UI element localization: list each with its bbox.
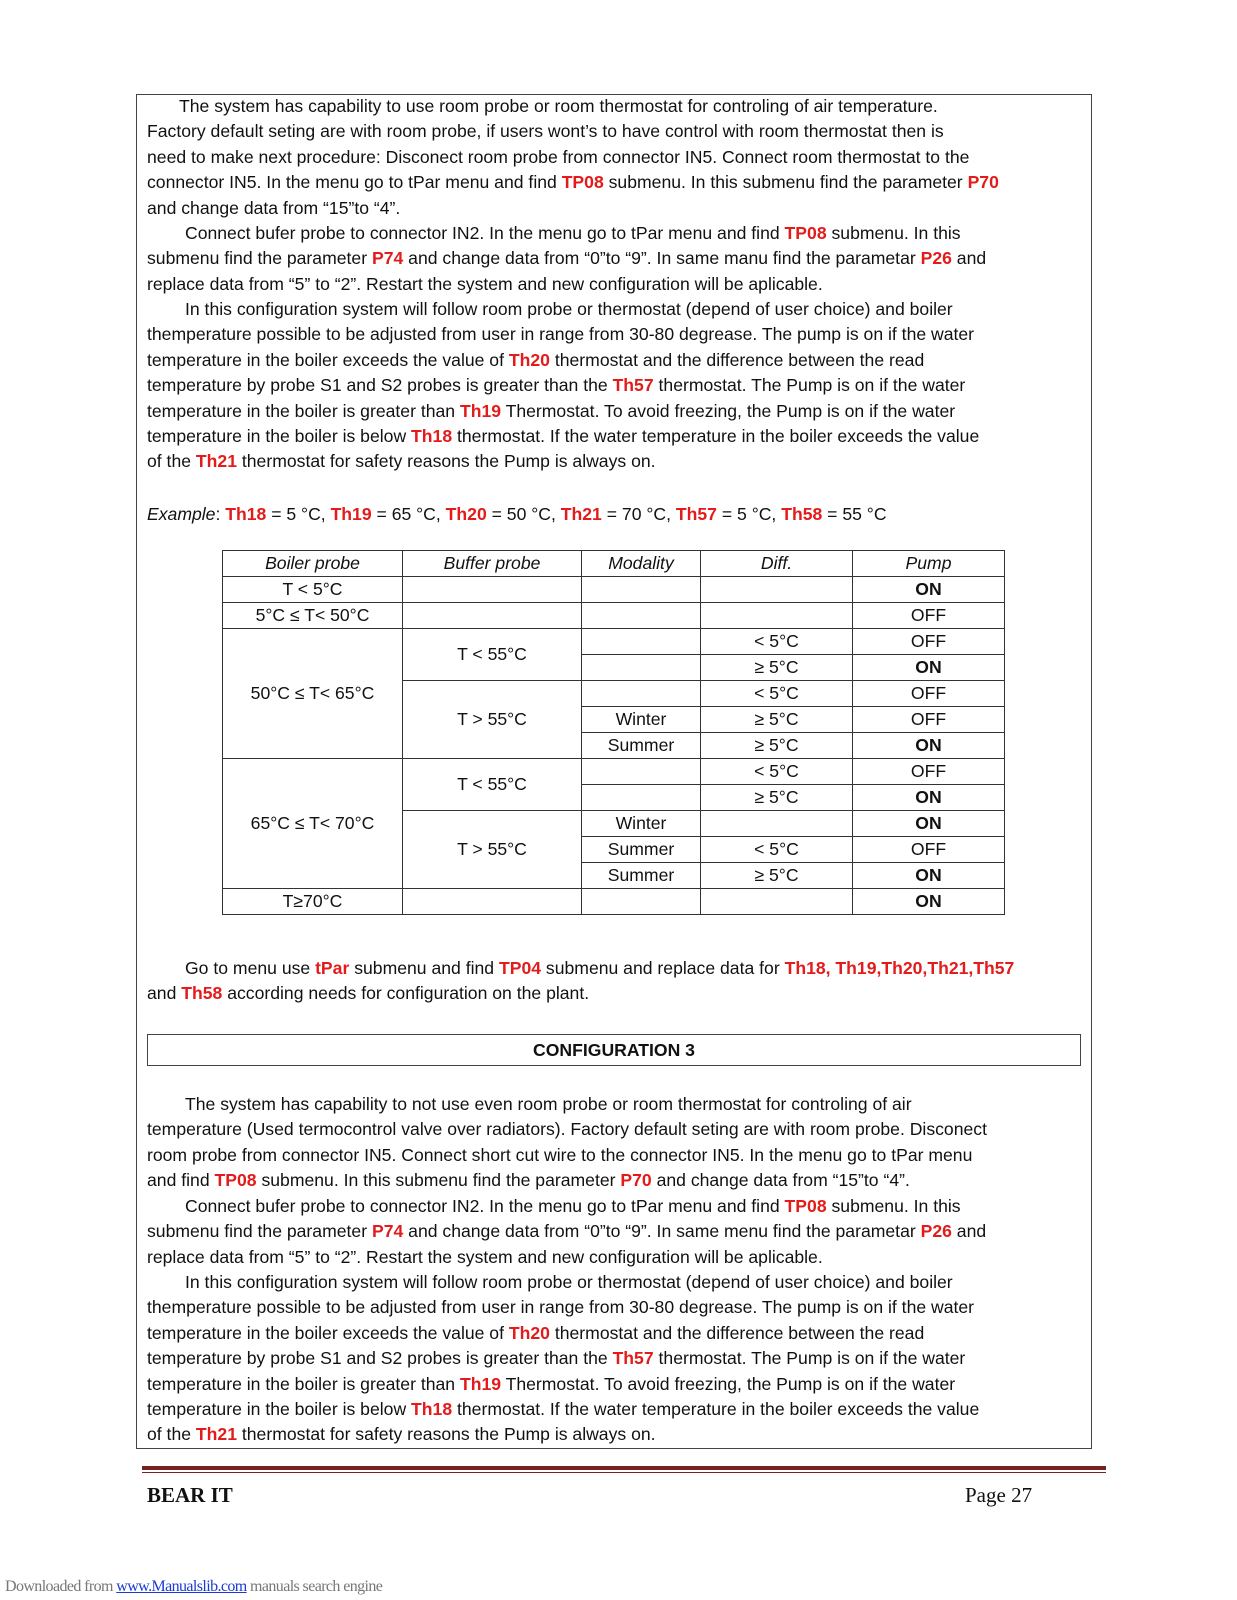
table-row: Summer < 5°C OFF <box>223 837 1005 863</box>
table-row: T < 5°C ON <box>223 577 1005 603</box>
table-row: 5°C ≤ T< 50°C OFF <box>223 603 1005 629</box>
table-row: T > 55°C < 5°C OFF <box>223 681 1005 707</box>
table-row: Winter ≥ 5°C OFF <box>223 707 1005 733</box>
table-row: ≥ 5°C ON <box>223 785 1005 811</box>
footer-brand: BEAR IT <box>147 1483 233 1507</box>
paragraph-room-thermostat: The system has capability to use room probe or room thermostat for controling of air temperature. Factory default seting are with room probe, if users wont’s to have control with room thermostat then is need to make next procedure: Disconect room probe from connector IN5. Connect room thermostat to the connector IN5. In the menu go to tPar menu and find TP08 submenu. In this submenu find the parameter P70 and change data from “15”to “4”. <box>147 96 999 218</box>
header-modality: Modality <box>582 551 701 577</box>
page-number: Page 27 <box>965 1483 1033 1507</box>
paragraph-config3-buffer-probe: Connect bufer probe to connector IN2. In the menu go to tPar menu and find TP08 submenu. In this submenu find the parameter P74 and change data from “0”to “9”. In same menu find the parametar P26 and replace data from “5” to “2”. Restart the system and new configuration will be aplicable. <box>147 1196 987 1267</box>
header-pump: Pump <box>853 551 1005 577</box>
paragraph-config3-intro: The system has capability to not use even room probe or room thermostat for controling of air temperature (Used termocontrol valve over radiators). Factory default seting are with room probe. Disconect room probe from connector IN5. Connect short cut wire to the connector IN5. In the menu go to tPar menu and find TP08 submenu. In this submenu find the parameter P70 and change data from “15”to “4”. <box>147 1094 987 1191</box>
paragraph-buffer-probe: Connect bufer probe to connector IN2. In the menu go to tPar menu and find TP08 submenu. In this submenu find the parameter P74 and change data from “0”to “9”. In same manu find the parametar P26 and replace data from “5” to “2”. Restart the system and new configuration will be aplicable. <box>147 223 987 294</box>
header-boiler-probe: Boiler probe <box>223 551 403 577</box>
paragraph-config3-pump-logic: In this configuration system will follow room probe or thermostat (depend of user choice) and boiler themperature possible to be adjusted from user in range from 30-80 degrease. The pump is on if the water temperature in the boiler exceeds the value of Th20 thermostat and the difference between the read temperature by probe S1 and S2 probes is greater than the Th57 thermostat. The Pump is on if the water temperature in the boiler is greater than Th19 Thermostat. To avoid freezing, the Pump is on if the water temperature in the boiler is below Th18 thermostat. If the water temperature in the boiler exceeds the value of the Th21 thermostat for safety reasons the Pump is always on. <box>147 1272 980 1445</box>
table-row: T≥70°C ON <box>223 889 1005 915</box>
header-diff: Diff. <box>701 551 853 577</box>
configuration-3-heading: CONFIGURATION 3 <box>147 1034 1081 1066</box>
example-line: Example: Th18 = 5 °C, Th19 = 65 °C, Th20 = 50 °C, Th21 = 70 °C, Th57 = 5 °C, Th58 = 55 °C <box>147 504 887 524</box>
paragraph-tpar-submenu: Go to menu use tPar submenu and find TP04 submenu and replace data for Th18, Th19,Th20,Th21,Th57 and Th58 according needs for configuration on the plant. <box>147 958 1015 1004</box>
table-header-row <box>223 551 1005 577</box>
pump-logic-table <box>222 550 1005 915</box>
table-row: 65°C ≤ T< 70°C T < 55°C < 5°C OFF <box>223 759 1005 785</box>
download-notice: Downloaded from www.Manualslib.com manuals search engine <box>5 1578 383 1595</box>
table-row: ≥ 5°C ON <box>223 655 1005 681</box>
header-buffer-probe: Buffer probe <box>403 551 582 577</box>
table-row: Summer ≥ 5°C ON <box>223 733 1005 759</box>
table-row: T > 55°C Winter ON <box>223 811 1005 837</box>
table-row: 50°C ≤ T< 65°C T < 55°C < 5°C OFF <box>223 629 1005 655</box>
paragraph-pump-logic: In this configuration system will follow room probe or thermostat (depend of user choice) and boiler themperature possible to be adjusted from user in range from 30-80 degrease. The pump is on if the water temperature in the boiler exceeds the value of Th20 thermostat and the difference between the read temperature by probe S1 and S2 probes is greater than the Th57 thermostat. The Pump is on if the water temperature in the boiler is greater than Th19 Thermostat. To avoid freezing, the Pump is on if the water temperature in the boiler is below Th18 thermostat. If the water temperature in the boiler exceeds the value of the Th21 thermostat for safety reasons the Pump is always on. <box>147 299 980 472</box>
manualslib-link[interactable]: www.Manualslib.com <box>116 1578 247 1595</box>
footer-rule <box>142 1466 1106 1470</box>
table-row: Summer ≥ 5°C ON <box>223 863 1005 889</box>
footer-rule-thin <box>142 1472 1106 1473</box>
